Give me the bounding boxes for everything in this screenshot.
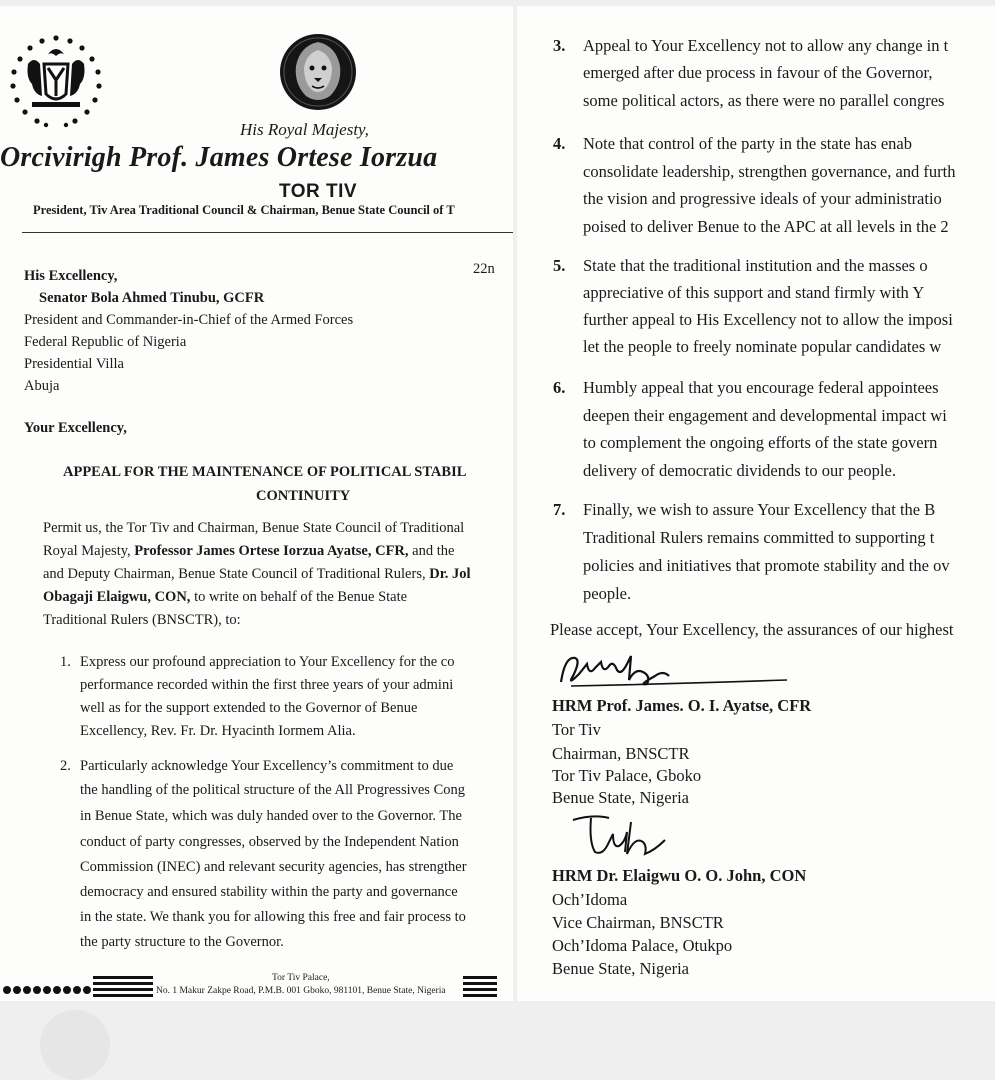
signatory-2-name: HRM Dr. Elaigwu O. O. John, CON <box>552 866 807 885</box>
signatory-1-line: Chairman, BNSCTR <box>552 744 690 763</box>
list-item-line: Express our profound appreciation to Your Excellency for the co <box>80 654 455 670</box>
list-item-line: Humbly appeal that you encourage federal appointees <box>583 378 939 397</box>
header-name: Orcivirigh Prof. James Ortese Iorzua <box>0 142 438 173</box>
list-item-line: consolidate leadership, strengthen governance, and furth <box>583 162 956 181</box>
signatory-1-line: Tor Tiv Palace, Gboko <box>552 766 702 785</box>
intro-line: Obagaji Elaigwu, CON, to write on behalf of the Benue State <box>43 589 408 605</box>
scroll-indicator[interactable] <box>40 1010 110 1080</box>
list-item-line: conduct of party congresses, observed by the Independent Nation <box>80 834 459 850</box>
list-item-line: poised to deliver Benue to the APC at all levels in the 2 <box>583 217 949 236</box>
signatory-2-line: Vice Chairman, BNSCTR <box>552 913 724 932</box>
intro-line: Traditional Rulers (BNSCTR), to: <box>43 612 241 628</box>
list-item-line: democracy and ensured stability within the party and governance <box>80 884 458 900</box>
list-item-line: Note that control of the party in the state has enab <box>583 134 912 153</box>
list-number: 6. <box>553 378 566 397</box>
header-divider <box>22 232 513 233</box>
intro-line: and Deputy Chairman, Benue State Council of Traditional Rulers, Dr. Jol <box>43 566 471 582</box>
header-position: President, Tiv Area Traditional Council & Chairman, Benue State Council of T <box>33 203 455 217</box>
list-item-line: to complement the ongoing efforts of the state govern <box>583 433 938 452</box>
header-honorific: His Royal Majesty, <box>240 120 369 139</box>
recipient-line: Senator Bola Ahmed Tinubu, GCFR <box>39 290 265 306</box>
recipient-line: Federal Republic of Nigeria <box>24 334 187 350</box>
list-item-line: policies and initiatives that promote stability and the ov <box>583 556 950 575</box>
list-item-line: delivery of democratic dividends to our people. <box>583 461 896 480</box>
list-item-line: deepen their engagement and developmental impact wi <box>583 406 947 425</box>
signatory-2-line: Benue State, Nigeria <box>552 959 689 978</box>
signatory-1-name: HRM Prof. James. O. I. Ayatse, CFR <box>552 696 812 715</box>
intro-line: Royal Majesty, Professor James Ortese Iorzua Ayatse, CFR, and the <box>43 543 455 559</box>
closing-line: Please accept, Your Excellency, the assurances of our highest <box>550 620 954 639</box>
list-item-line: State that the traditional institution and the masses o <box>583 256 928 275</box>
letter-date: 22n <box>473 261 495 277</box>
recipient-line: His Excellency, <box>24 268 118 284</box>
list-item-line: emerged after due process in favour of the Governor, <box>583 63 933 82</box>
list-item-line: well as for the support extended to the Governor of Benue <box>80 700 418 716</box>
signature-1-icon <box>551 646 791 694</box>
list-item-line: in the state. We thank you for allowing this free and fair process to <box>80 909 466 925</box>
header-title: TOR TIV <box>279 181 358 202</box>
list-number: 5. <box>553 256 566 275</box>
intro-line: Permit us, the Tor Tiv and Chairman, Benue State Council of Traditional <box>43 520 465 536</box>
letter-page-right <box>517 6 995 1001</box>
list-item-line: people. <box>583 584 632 603</box>
list-item-line: the party structure to the Governor. <box>80 934 284 950</box>
list-item-line: Particularly acknowledge Your Excellency’s commitment to due <box>80 758 454 774</box>
list-item-line: let the people to freely nominate popular candidates w <box>583 337 942 356</box>
signatory-2-line: Och’Idoma Palace, Otukpo <box>552 936 733 955</box>
salutation: Your Excellency, <box>24 420 127 436</box>
list-number: 1. <box>60 654 71 670</box>
list-item-line: in Benue State, which was duly handed over to the Governor. The <box>80 808 462 824</box>
list-number: 7. <box>553 500 566 519</box>
list-item-line: performance recorded within the first three years of your admini <box>80 677 454 693</box>
signature-2-icon <box>569 812 679 862</box>
signatory-1-line: Benue State, Nigeria <box>552 788 689 807</box>
list-item-line: Excellency, Rev. Fr. Dr. Hyacinth Iormem Alia. <box>80 723 356 739</box>
recipient-line: Abuja <box>24 378 60 394</box>
list-number: 3. <box>553 36 566 55</box>
list-item-line: appreciative of this support and stand firmly with Y <box>583 283 925 302</box>
recipient-line: President and Commander-in-Chief of the Armed Forces <box>24 312 354 328</box>
list-item-line: some political actors, as there were no parallel congres <box>583 91 945 110</box>
list-item-line: Finally, we wish to assure Your Excellency that the B <box>583 500 936 519</box>
list-item-line: Appeal to Your Excellency not to allow any change in t <box>583 36 949 55</box>
list-item-line: the vision and progressive ideals of your administratio <box>583 189 942 208</box>
list-item-line: Commission (INEC) and relevant security agencies, has strengther <box>80 859 467 875</box>
list-item-line: Traditional Rulers remains committed to supporting t <box>583 528 935 547</box>
list-item-line: the handling of the political structure of the All Progressives Cong <box>80 782 465 798</box>
footer-line: Tor Tiv Palace, <box>272 973 330 983</box>
subject-line: CONTINUITY <box>256 488 351 504</box>
letter-page-left <box>0 6 513 1001</box>
recipient-line: Presidential Villa <box>24 356 124 372</box>
coat-of-arms-icon <box>4 34 108 130</box>
lion-emblem-icon <box>278 32 358 112</box>
list-number: 4. <box>553 134 566 153</box>
list-item-line: further appeal to His Excellency not to allow the imposi <box>583 310 953 329</box>
list-number: 2. <box>60 758 71 774</box>
subject-line: APPEAL FOR THE MAINTENANCE OF POLITICAL STABIL <box>63 464 467 480</box>
signatory-2-line: Och’Idoma <box>552 890 628 909</box>
footer-line: No. 1 Makur Zakpe Road, P.M.B. 001 Gboko, 981101, Benue State, Nigeria <box>156 986 446 996</box>
signatory-1-line: Tor Tiv <box>552 720 601 739</box>
